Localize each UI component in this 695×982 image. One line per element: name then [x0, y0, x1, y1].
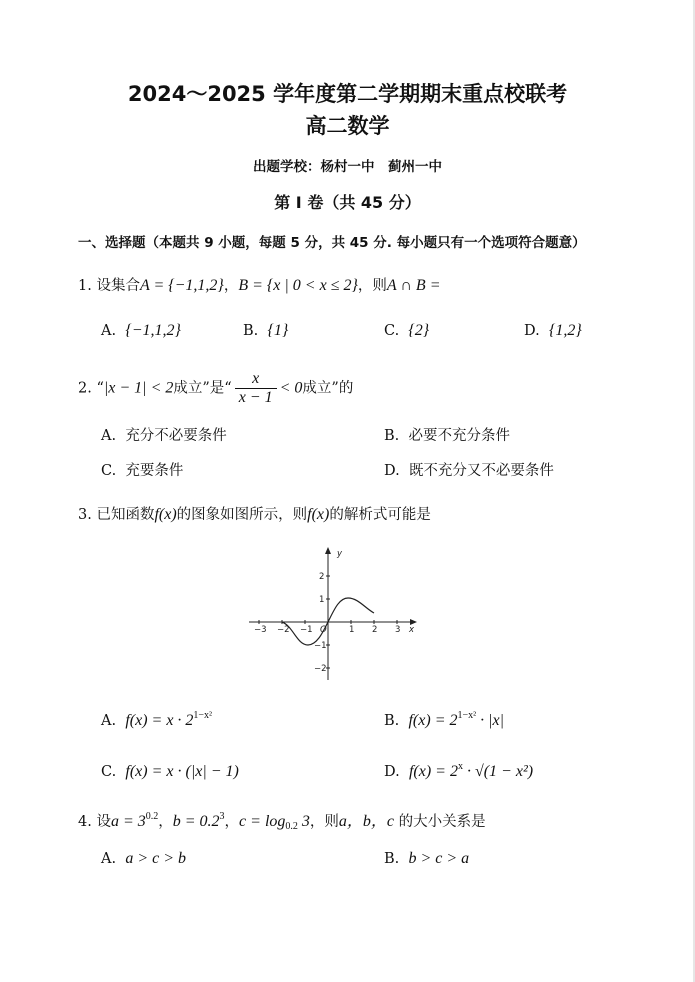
question-3 — [78, 503, 431, 524]
q2-option-b: B. 必要不充分条件 — [384, 428, 510, 444]
x-axis-label: x — [409, 625, 415, 635]
q1-option-a: A. {−1,1,2} — [101, 322, 181, 339]
q4-option-a: A. a > c > b — [101, 850, 187, 867]
question-4 — [78, 808, 486, 832]
y-axis-label: y — [337, 549, 343, 559]
question-number: 4. — [78, 814, 92, 830]
var-c: c = log — [239, 813, 286, 830]
function-graph — [245, 540, 425, 685]
y-axis-arrow — [325, 547, 331, 554]
y-tick-label: 1 — [319, 595, 325, 605]
x-tick-label: 2 — [372, 625, 378, 635]
q2-option-d: D. 既不充分又不必要条件 — [384, 463, 554, 479]
fraction-numerator: x — [235, 370, 277, 389]
var-a: a = 3 — [110, 813, 146, 830]
variables: a，b，c — [338, 813, 394, 830]
fraction-denominator: x − 1 — [238, 389, 273, 406]
question-number: 2. — [78, 380, 92, 397]
exam-schools: 出题学校：杨村一中 蓟州一中 — [253, 159, 442, 175]
x-tick-label: −3 — [254, 625, 267, 635]
x-tick-label: 3 — [395, 625, 401, 635]
y-tick-label: 2 — [319, 572, 325, 582]
var-c-argument: 3 — [297, 813, 310, 830]
q1-option-b: B. {1} — [243, 322, 289, 339]
question-2 — [78, 370, 353, 407]
y-tick-label: −2 — [314, 664, 327, 674]
question-text: 成立”是“ — [173, 380, 232, 397]
section-heading: 一、选择题（本题共 9 小题，每题 5 分，共 45 分. 每小题只有一个选项符合题意） — [78, 235, 586, 251]
x-tick-label: −1 — [300, 625, 313, 635]
q3-option-d: D. $f(x) = 2^x \cdot √(1 - x^2)$ — [384, 761, 534, 780]
var-b: b = 0.2 — [172, 813, 220, 830]
q3-option-a: A. $f(x) = x \cdot 2^{1-x^2}$ — [101, 710, 213, 729]
question-text: 成立”的 — [302, 380, 354, 397]
question-number: 1. — [78, 278, 92, 294]
inequality: < 0 — [279, 379, 303, 397]
separator: ， — [158, 814, 173, 830]
question-number: 3. — [78, 507, 92, 523]
separator: ， — [223, 278, 239, 294]
question-1 — [78, 274, 440, 295]
exam-title: 2024～2025 学年度第二学期期末重点校联考 — [127, 82, 568, 106]
question-text: 的大小关系是 — [394, 814, 486, 830]
intersection-expr: A ∩ B = — [386, 277, 441, 294]
question-text: 的图象如图所示，则 — [176, 507, 308, 523]
q1-option-c: C. {2} — [384, 322, 430, 339]
q3-option-b: B. $f(x) = 2^{1-x^2} \cdot |x|$ — [384, 710, 505, 729]
question-text: 的解析式可能是 — [329, 507, 431, 523]
var-c-base: 0.2 — [285, 821, 298, 832]
condition-abs: |x − 1| < 2 — [103, 379, 174, 397]
q3-option-c: C. f(x) = x · (|x| − 1) — [101, 763, 239, 780]
q2-option-c: C. 充要条件 — [101, 463, 184, 479]
var-b-exponent: 3 — [219, 811, 225, 822]
volume-heading: 第 Ⅰ 卷（共 45 分） — [274, 193, 421, 212]
quote-mark: “ — [96, 380, 104, 397]
origin-label: O — [320, 625, 327, 635]
q2-option-a: A. 充分不必要条件 — [101, 428, 227, 444]
function-f: f(x) — [154, 506, 177, 523]
q1-option-d: D. {1,2} — [524, 322, 582, 339]
exam-subject: 高二数学 — [305, 114, 390, 138]
separator: ， — [224, 814, 240, 830]
q4-option-b: B. b > c > a — [384, 850, 470, 867]
question-text: ，则 — [357, 278, 387, 294]
function-f: f(x) — [307, 506, 330, 523]
x-tick-label: −2 — [277, 625, 290, 635]
question-text: ，则 — [309, 814, 339, 830]
set-b: B = {x | 0 < x ≤ 2} — [238, 277, 358, 294]
question-text: 已知函数 — [96, 507, 155, 523]
set-a: A = {−1,1,2} — [139, 277, 224, 294]
var-a-exponent: 0.2 — [145, 811, 159, 822]
y-tick-label: −1 — [314, 641, 327, 651]
fraction — [235, 370, 277, 407]
x-tick-label: 1 — [349, 625, 355, 635]
question-text: 设集合 — [96, 278, 140, 294]
question-text: 设 — [96, 814, 111, 830]
